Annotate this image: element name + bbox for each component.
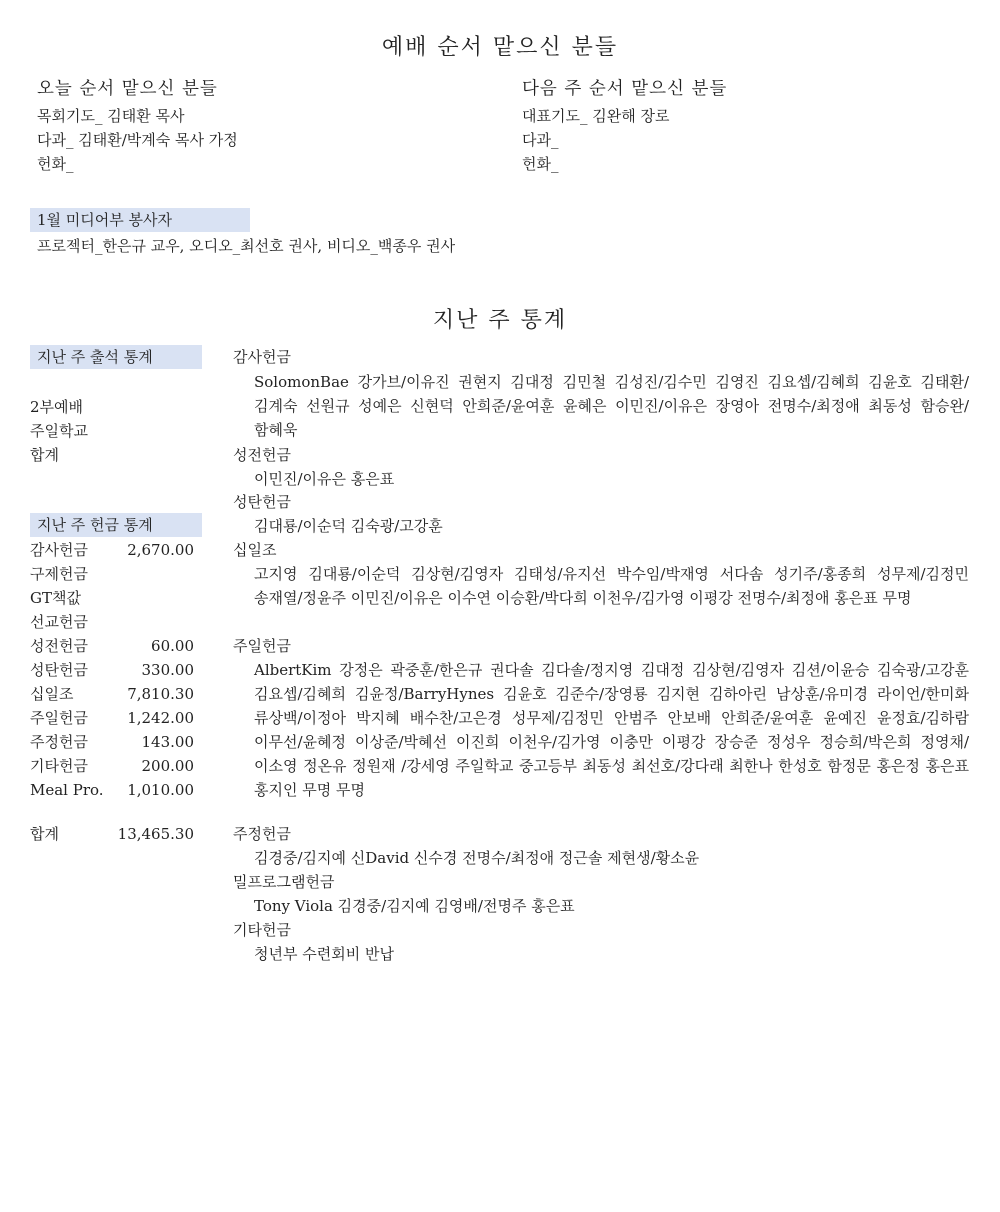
attendance-heading: 지난 주 출석 통계 bbox=[37, 348, 153, 366]
offering-row-label: 성탄헌금 bbox=[30, 661, 88, 679]
offering-section-heading: 성전헌금 bbox=[233, 446, 291, 464]
offering-section-heading: 십일조 bbox=[233, 541, 277, 559]
offering-row-amount: 7,810.30 bbox=[127, 685, 194, 703]
today-line: 목회기도_ 김태환 목사 bbox=[37, 107, 185, 125]
offering-total-label: 합계 bbox=[30, 825, 59, 843]
media-volunteers-line: 프로젝터_한은규 교우, 오디오_최선호 권사, 비디오_백종우 권사 bbox=[37, 237, 456, 255]
today-roles-block bbox=[37, 76, 238, 176]
offering-total-amount: 13,465.30 bbox=[117, 825, 194, 843]
offering-row-amount: 330.00 bbox=[141, 661, 194, 679]
offering-row-label: 감사헌금 bbox=[30, 541, 88, 559]
next-week-line: 대표기도_ 김완해 장로 bbox=[522, 107, 670, 125]
offering-row-label: 주일헌금 bbox=[30, 709, 88, 727]
offering-section-heading: 성탄헌금 bbox=[233, 493, 291, 511]
media-heading: 1월 미디어부 봉사자 bbox=[37, 211, 173, 229]
today-heading: 오늘 순서 맡으신 분들 bbox=[37, 79, 218, 99]
offering-stats-heading: 지난 주 헌금 통계 bbox=[37, 516, 153, 534]
attendance-row-label: 2부예배 bbox=[30, 398, 84, 416]
offering-section-names: 이민진/이유은 홍은표 bbox=[254, 470, 395, 488]
offering-section-names: 고지영 김대룡/이순덕 김상현/김영자 김태성/유지선 박수임/박재영 서다솜 성기주/홍종희 성무제/김정민 송재열/정윤주 이민진/이유은 이수연 이승환/박다희 이천우/김가영 이평강 전명수/최정애 홍은표 무명 bbox=[254, 565, 969, 607]
today-line: 헌화_ bbox=[37, 155, 74, 173]
offering-section-heading: 주일헌금 bbox=[233, 637, 291, 655]
offering-section-names: SolomonBae 강가브/이유진 권현지 김대정 김민철 김성진/김수민 김영진 김요셉/김혜희 김윤호 김태환/김계숙 선원규 성예은 신현덕 안희준/윤여훈 윤혜은 이민진/이유은 장영아 전명수/최정애 최동성 함승완/함혜욱 bbox=[254, 373, 969, 439]
offering-row-amount: 60.00 bbox=[151, 637, 194, 655]
offering-row-label: 성전헌금 bbox=[30, 637, 88, 655]
offering-section-heading: 감사헌금 bbox=[233, 348, 291, 366]
attendance-row-label: 합계 bbox=[30, 446, 59, 464]
offering-row-amount: 1,010.00 bbox=[127, 781, 194, 799]
offering-row-amount: 200.00 bbox=[141, 757, 194, 775]
offering-row-label: 주정헌금 bbox=[30, 733, 88, 751]
offering-section-heading: 밀프로그램헌금 bbox=[233, 873, 335, 891]
offering-row-label: 구제헌금 bbox=[30, 565, 88, 583]
offering-row-amount: 1,242.00 bbox=[127, 709, 194, 727]
attendance-row-label: 주일학교 bbox=[30, 422, 88, 440]
offering-row-label: 기타헌금 bbox=[30, 757, 88, 775]
offering-section-heading: 주정헌금 bbox=[233, 825, 291, 843]
offering-section-names: 김대룡/이순덕 김숙광/고강훈 bbox=[254, 517, 443, 535]
stats-title: 지난 주 통계 bbox=[432, 308, 568, 333]
offering-row-amount: 143.00 bbox=[141, 733, 194, 751]
next-week-roles-block bbox=[522, 76, 727, 176]
offering-section-names: AlbertKim 강정은 곽중훈/한은규 권다솔 김다솔/정지영 김대정 김상현/김영자 김션/이윤승 김숙광/고강훈 김요셉/김혜희 김윤정/BarryHynes 김윤호 김준수/장영룡 김지현 김하아린 남상훈/유미경 라이언/한미화 류상백/이정아 박지혜 배수찬/고은경 성무제/김정민 안범주 안보배 안희준/윤여훈 윤예진 윤정효/김하람 이무선/윤혜정 이상준/박혜선 이진희 이천우/김가영 이충만 이평강 장승준 정성우 정승희/박은희 정영채/이소영 정온유 정원재 /강세영 주일학교 중고등부 최동성 최선호/강다래 최한나 한성호 함정문 홍은정 홍은표 홍지인 무명 무명 bbox=[254, 661, 969, 799]
today-line: 다과_ 김태환/박계숙 목사 가정 bbox=[37, 131, 238, 149]
offering-row-label: 십일조 bbox=[30, 685, 74, 703]
offering-section-names: Tony Viola 김경중/김지예 김영배/전명주 홍은표 bbox=[254, 897, 575, 915]
service-roles-title: 예배 순서 맡으신 분들 bbox=[381, 35, 619, 60]
offering-row-amount: 2,670.00 bbox=[127, 541, 194, 559]
offering-row-label: Meal Pro. bbox=[30, 781, 104, 799]
next-week-heading: 다음 주 순서 맡으신 분들 bbox=[522, 79, 728, 99]
offering-row-label: GT책값 bbox=[30, 589, 81, 607]
offering-section-names: 청년부 수련회비 반납 bbox=[254, 945, 394, 963]
next-week-line: 헌화_ bbox=[522, 155, 559, 173]
offering-row-label: 선교헌금 bbox=[30, 613, 88, 631]
offering-section-names: 김경중/김지예 신David 신수경 전명수/최정애 정근솔 제현생/황소윤 bbox=[254, 849, 700, 867]
next-week-line: 다과_ bbox=[522, 131, 559, 149]
offering-section-heading: 기타헌금 bbox=[233, 921, 291, 939]
